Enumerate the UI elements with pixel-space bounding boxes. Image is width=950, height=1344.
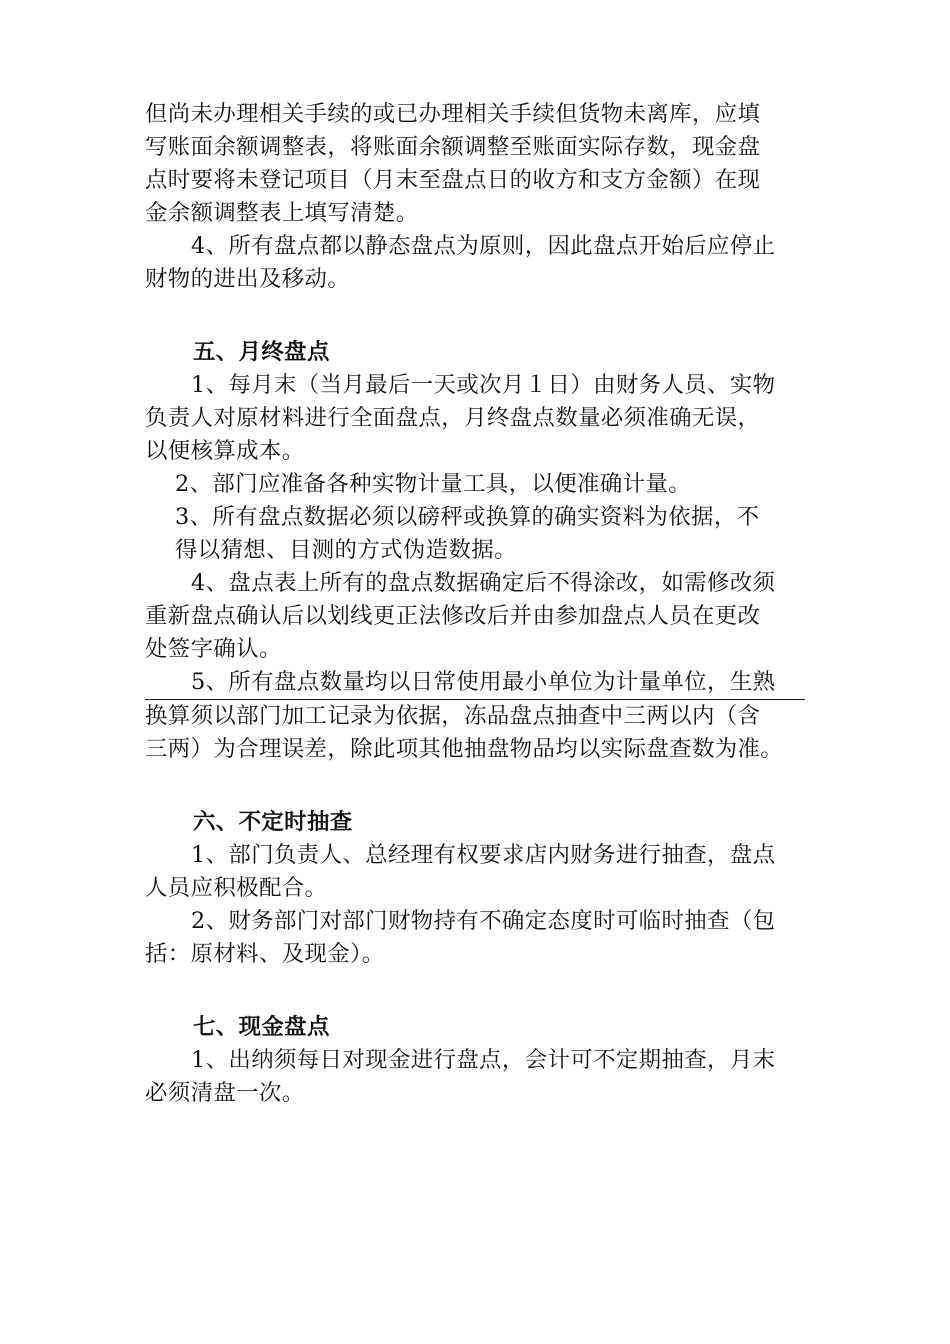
section-heading-5: 五、月终盘点 [193, 339, 330, 365]
text-line: 重新盘点确认后以划线更正法修改后并由参加盘点人员在更改 [145, 603, 761, 629]
text-line: 4、所有盘点都以静态盘点为原则，因此盘点开始后应停止 [191, 233, 776, 259]
text-line: 负责人对原材料进行全面盘点，月终盘点数量必须准确无误， [145, 405, 761, 431]
text-line: 1、出纳须每日对现金进行盘点，会计可不定期抽查，月末 [191, 1047, 776, 1073]
text-line: 括：原材料、及现金）。 [145, 941, 385, 967]
text-line: 点时要将未登记项目（月末至盘点日的收方和支方金额）在现 [145, 167, 761, 193]
text-line: 1、部门负责人、总经理有权要求店内财务进行抽查，盘点 [191, 842, 776, 868]
text-line: 但尚未办理相关手续的或已办理相关手续但货物未离库，应填 [145, 101, 761, 127]
text-line: 写账面余额调整表，将账面余额调整至账面实际存数，现金盘 [145, 134, 761, 160]
text-line: 2、部门应准备各种实物计量工具，以便准确计量。 [175, 471, 692, 497]
text-line: 1、每月末（当月最后一天或次月１日）由财务人员、实物 [191, 372, 776, 398]
paragraph-gap [145, 296, 805, 336]
text-line: 金余额调整表上填写清楚。 [145, 200, 419, 226]
text-line: 处签字确认。 [145, 636, 282, 662]
text-line: 三两）为合理误差，除此项其他抽盘物品均以实际盘查数为准。 [145, 736, 784, 762]
text-line: 2、财务部门对部门财物持有不确定态度时可临时抽查（包 [191, 908, 776, 934]
text-line: 财物的进出及移动。 [145, 266, 351, 292]
text-line: 4、盘点表上所有的盘点数据确定后不得涂改，如需修改须 [191, 570, 776, 596]
section-heading-7: 七、现金盘点 [193, 1014, 330, 1040]
text-line: 5、所有盘点数量均以日常使用最小单位为计量单位，生熟 [145, 666, 805, 700]
text-line: 3、所有盘点数据必须以磅秤或换算的确实资料为依据，不 [175, 504, 760, 530]
paragraph-gap [145, 971, 805, 1011]
text-line: 必须清盘一次。 [145, 1080, 305, 1106]
text-line: 换算须以部门加工记录为依据，冻品盘点抽查中三两以内（含 [145, 703, 761, 729]
section-heading-6: 六、不定时抽查 [193, 809, 353, 835]
text-line: 以便核算成本。 [145, 438, 305, 464]
document-page [145, 98, 805, 1110]
text-line: 得以猜想、目测的方式伪造数据。 [175, 537, 517, 563]
text-line: 人员应积极配合。 [145, 875, 328, 901]
paragraph-gap [145, 766, 805, 806]
